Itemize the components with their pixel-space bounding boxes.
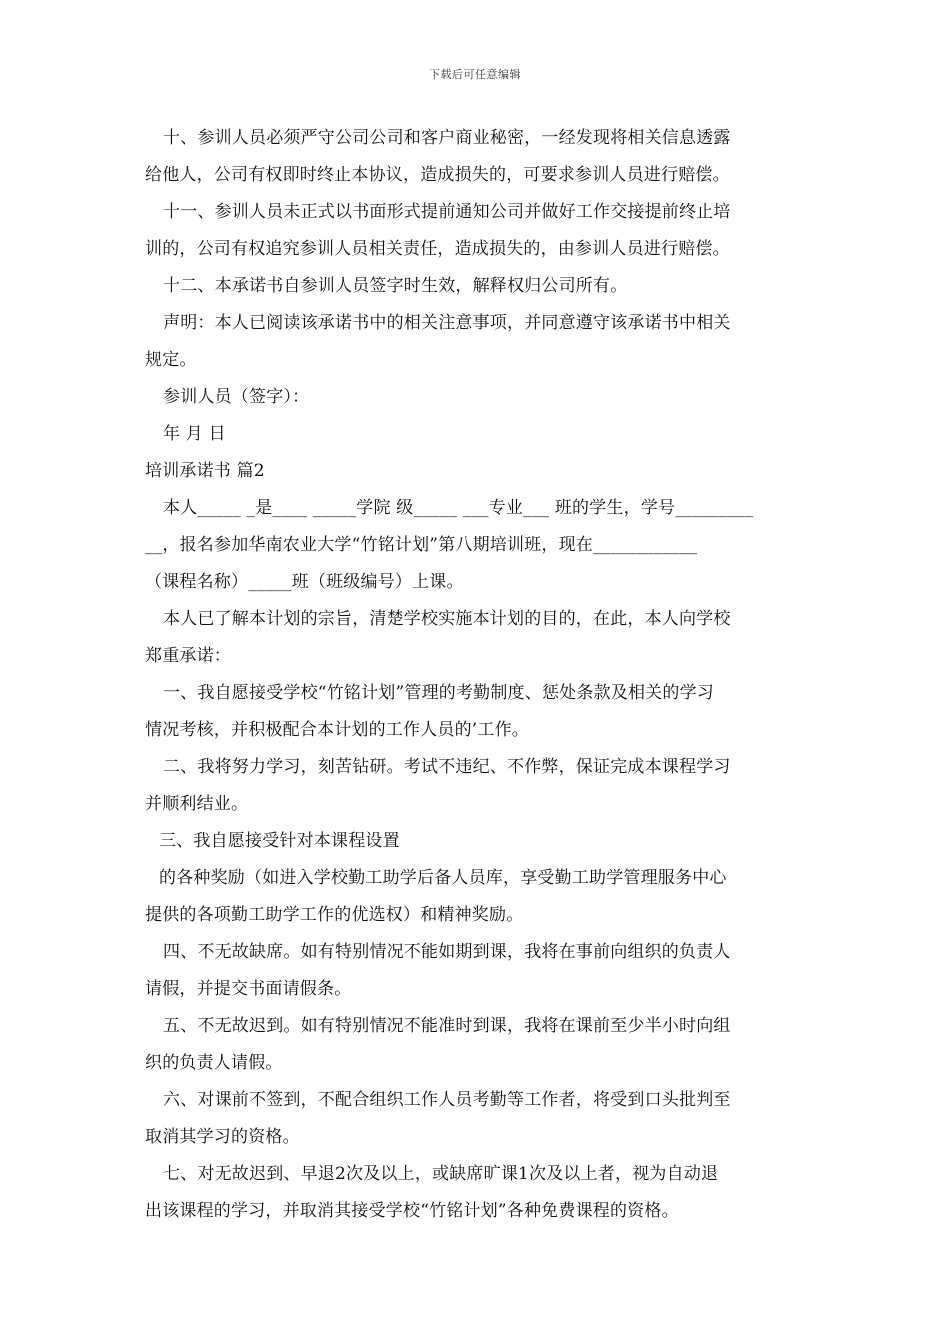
paragraph-line: 声明：本人已阅读该承诺书中的相关注意事项，并同意遵守该承诺书中相关 xyxy=(163,313,731,333)
paragraph-line: 织的负责人请假。 xyxy=(145,1053,283,1073)
paragraph-line: 四、不无故缺席。如有特别情况不能如期到课，我将在事前向组织的负责人 xyxy=(163,942,731,962)
date-line: 年 月 日 xyxy=(163,424,226,444)
paragraph-line: 的各种奖励（如进入学校勤工助学后备人员库，享受勤工助学管理服务中心 xyxy=(159,868,727,888)
paragraph-line: 十一、参训人员未正式以书面形式提前通知公司并做好工作交接提前终止培 xyxy=(163,202,731,222)
paragraph-line: 本人已了解本计划的宗旨，清楚学校实施本计划的目的，在此，本人向学校 xyxy=(163,609,731,629)
paragraph-line: 并顺利结业。 xyxy=(145,794,249,814)
section-heading: 培训承诺书 篇2 xyxy=(145,461,265,481)
paragraph-line: （课程名称）_____班（班级编号）上课。 xyxy=(145,572,464,592)
paragraph-line: 本人_____ _是____ _____学院 级_____ ___专业___ 班的学生，学号_________ xyxy=(163,498,754,518)
paragraph-line: 请假，并提交书面请假条。 xyxy=(145,979,352,999)
header-note: 下载后可任意编辑 xyxy=(429,68,521,81)
paragraph-line: 取消其学习的资格。 xyxy=(145,1127,300,1147)
paragraph-line: 三、我自愿接受针对本课程设置 xyxy=(159,831,400,851)
signature-label: 参训人员（签字）： xyxy=(163,387,310,407)
paragraph-line: 十、参训人员必须严守公司公司和客户商业秘密，一经发现将相关信息透露 xyxy=(163,128,731,148)
paragraph-line: 一、我自愿接受学校“竹铭计划”管理的考勤制度、惩处条款及相关的学习 xyxy=(163,683,714,703)
paragraph-line: 给他人，公司有权即时终止本协议，造成损失的，可要求参训人员进行赔偿。 xyxy=(145,165,730,185)
paragraph-line: 规定。 xyxy=(145,350,197,370)
paragraph-line: 提供的各项勤工助学工作的优选权）和精神奖励。 xyxy=(145,905,524,925)
paragraph-line: 训的，公司有权追究参训人员相关责任，造成损失的，由参训人员进行赔偿。 xyxy=(145,239,730,259)
paragraph-line: __，报名参加华南农业大学“竹铭计划”第八期培训班，现在____________ xyxy=(145,535,698,555)
paragraph-line: 情况考核，并积极配合本计划的工作人员的’工作。 xyxy=(145,720,530,740)
document-body xyxy=(145,120,807,1230)
paragraph-line: 六、对课前不签到，不配合组织工作人员考勤等工作者，将受到口头批判至 xyxy=(163,1090,731,1110)
paragraph-line: 五、不无故迟到。如有特别情况不能准时到课，我将在课前至少半小时向组 xyxy=(163,1016,731,1036)
paragraph-line: 七、对无故迟到、早退2次及以上，或缺席旷课1次及以上者，视为自动退 xyxy=(163,1164,719,1184)
paragraph-line: 十二、本承诺书自参训人员签字时生效，解释权归公司所有。 xyxy=(163,276,628,296)
paragraph-line: 郑重承诺： xyxy=(145,646,231,666)
paragraph-line: 出该课程的学习，并取消其接受学校“竹铭计划”各种免费课程的资格。 xyxy=(145,1201,679,1221)
paragraph-line: 二、我将努力学习，刻苦钻研。考试不违纪、不作弊，保证完成本课程学习 xyxy=(163,757,731,777)
